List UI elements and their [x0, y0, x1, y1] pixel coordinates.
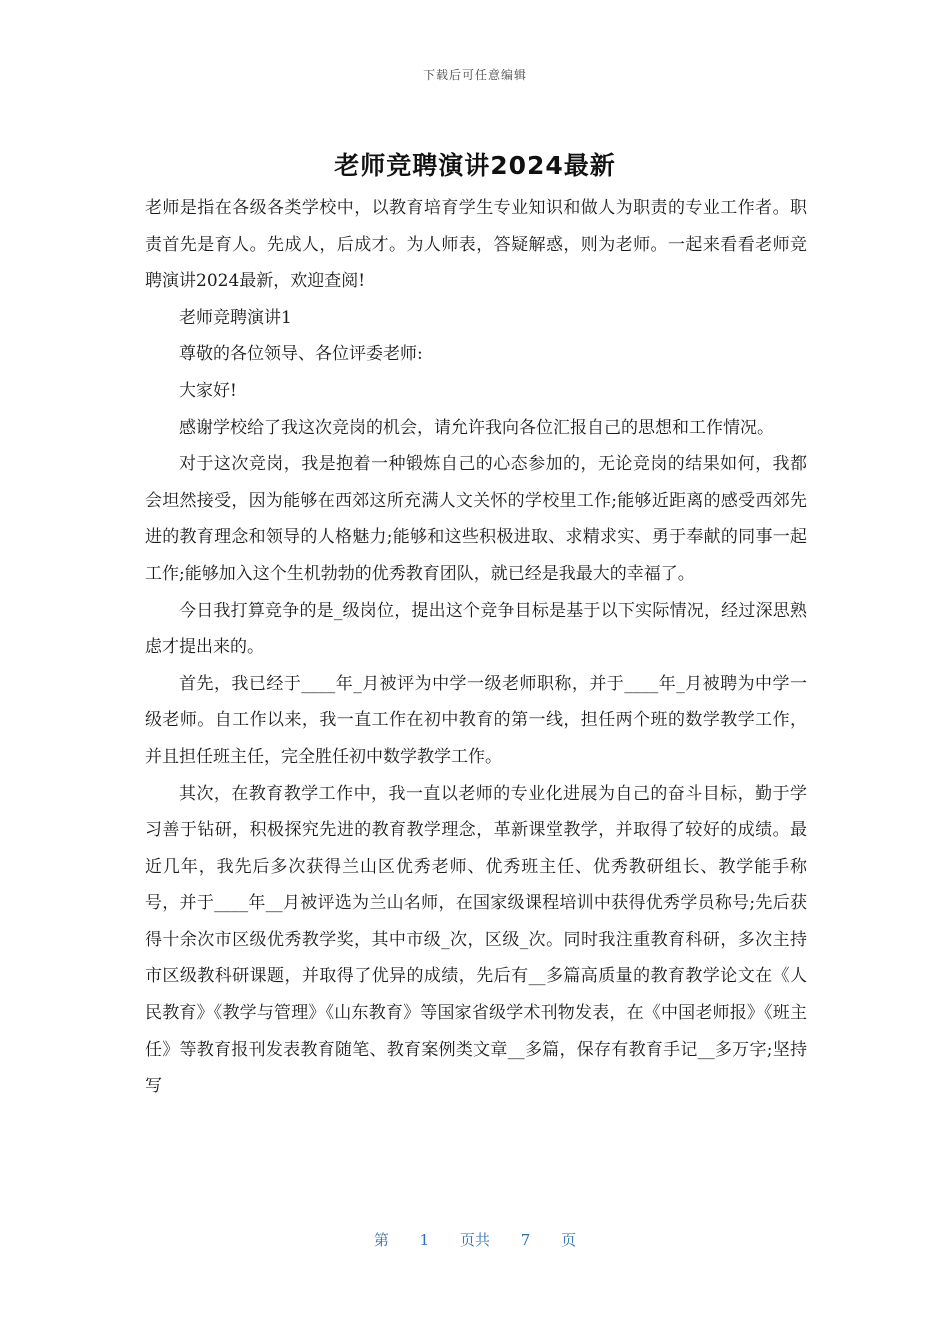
document-title: 老师竞聘演讲2024最新 [334, 151, 616, 180]
salutation: 尊敬的各位领导、各位评委老师: [179, 344, 423, 365]
footer-middle: 页共 [459, 1231, 490, 1249]
greeting: 大家好! [179, 380, 237, 401]
body-paragraph: 其次，在教育教学工作中，我一直以老师的专业化进展为自己的奋斗目标，勤于学习善于钻研，积极探究先进的教育教学理念，革新课堂教学，并取得了较好的成绩。最近几年，我先后多次获得兰山区优秀老师、优秀班主任、优秀教研组长、教学能手称号，并于____年__月被评选为兰山名师，在国家级课程培训中获得优秀学员称号;先后获得十余次市区级优秀教学奖，其中市级_次，区级_次。同时我注重教育科研，多次主持市区级教科研课题，并取得了优异的成绩，先后有__多篇高质量的教育教学论文在《人民教育》《教学与管理》《山东教育》等国家省级学术刊物发表，在《中国老师报》《班主任》等教育报刊发表教育随笔、教育案例类文章__多篇，保存有教育手记__多万字;坚持写 [145, 783, 807, 1097]
section-heading: 老师竞聘演讲1 [179, 307, 292, 328]
header-note: 下载后可任意编辑 [422, 68, 527, 82]
page-footer [0, 1229, 950, 1250]
body-paragraph: 今日我打算竞争的是_级岗位，提出这个竞争目标是基于以下实际情况，经过深思熟虑才提出来的。 [145, 600, 807, 658]
footer-prefix: 第 [373, 1231, 389, 1249]
body-paragraph: 感谢学校给了我这次竞岗的机会，请允许我向各位汇报自己的思想和工作情况。 [179, 417, 774, 438]
document-body [145, 190, 807, 1105]
body-paragraph: 对于这次竞岗，我是抱着一种锻炼自己的心态参加的，无论竞岗的结果如何，我都会坦然接受，因为能够在西郊这所充满人文关怀的学校里工作;能够近距离的感受西郊先进的教育理念和领导的人格魅力;能够和这些积极进取、求精求实、勇于奉献的同事一起工作;能够加入这个生机勃勃的优秀教育团队，就已经是我最大的幸福了。 [145, 454, 807, 584]
footer-suffix: 页 [561, 1231, 577, 1249]
footer-total-pages: 7 [520, 1231, 531, 1249]
body-paragraph: 首先，我已经于____年_月被评为中学一级老师职称，并于____年_月被聘为中学一级老师。自工作以来，我一直工作在初中教育的第一线，担任两个班的数学教学工作，并且担任班主任，完全胜任初中数学教学工作。 [145, 673, 807, 767]
footer-current-page: 1 [419, 1231, 430, 1249]
intro-paragraph: 老师是指在各级各类学校中，以教育培育学生专业知识和做人为职责的专业工作者。职责首先是育人。先成人，后成才。为人师表，答疑解惑，则为老师。一起来看看老师竞聘演讲2024最新，欢迎查阅! [145, 198, 807, 292]
